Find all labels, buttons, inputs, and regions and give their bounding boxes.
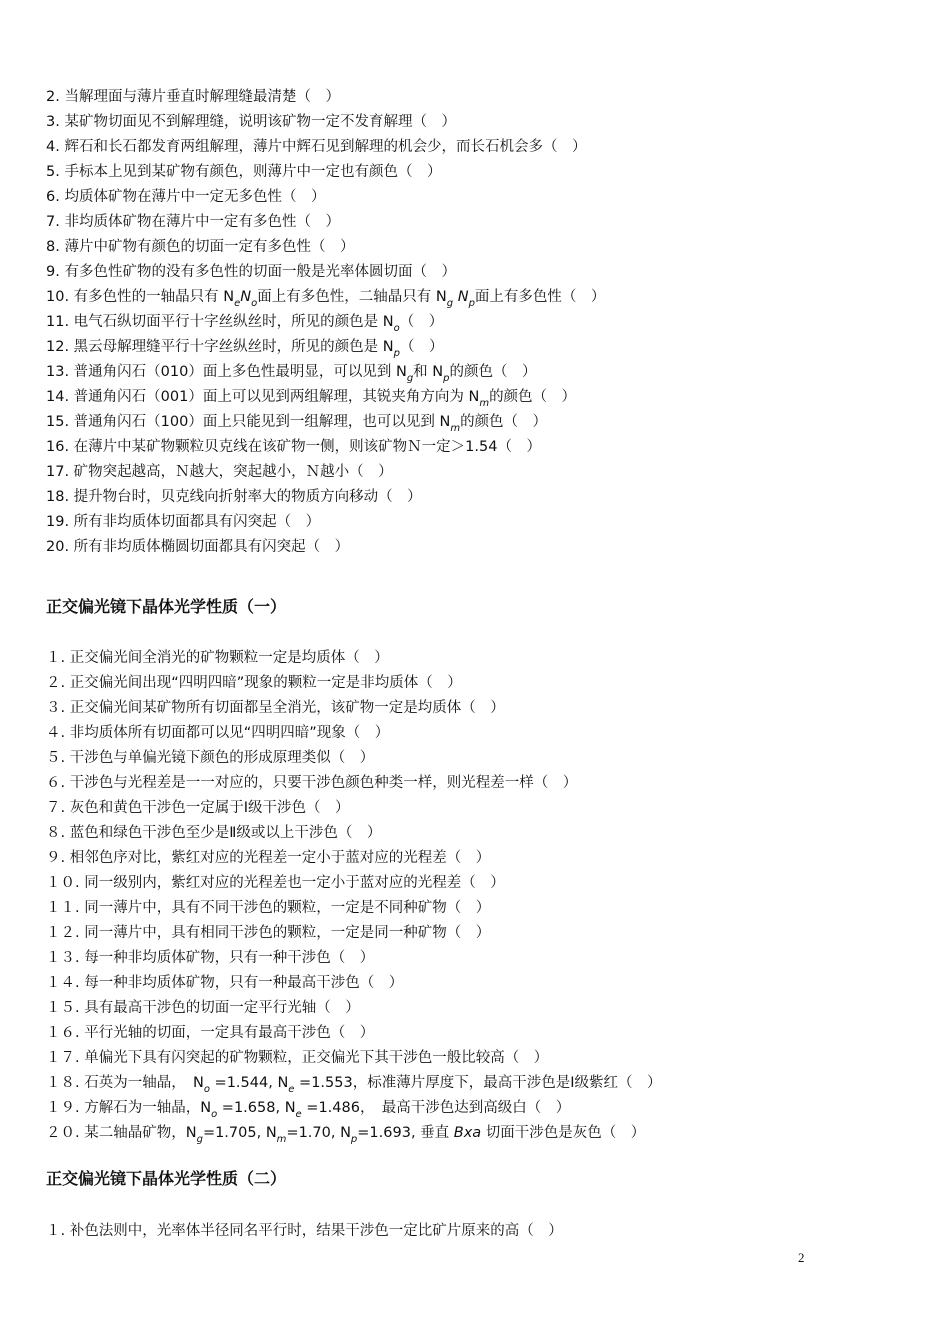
question-20: 20. 所有非均质体椭圆切面都具有闪突起（ ） [46,539,350,555]
question-10-text-a: 10. 有多色性的一轴晶只有 N [46,289,235,305]
s2-question-20-text-c: =1.70, N [286,1125,351,1141]
s2-question-20-text-b: =1.705, N [202,1125,277,1141]
question-17: 17. 矿物突起越高，Ｎ越大，突起越小，Ｎ越小（ ） [46,464,393,480]
question-12-text: 12. 黑云母解理缝平行十字丝纵丝时，所见的颜色是 N [46,339,394,355]
question-2: 2. 当解理面与薄片垂直时解理缝最清楚（ ） [46,89,340,105]
symbol-n: N [457,289,469,305]
bxa-symbol: Bxa [453,1125,482,1141]
s2-question-5: ５. 干涉色与单偏光镜下颜色的形成原理类似（ ） [46,750,375,766]
question-18: 18. 提升物台时，贝克线向折射率大的物质方向移动（ ） [46,489,422,505]
subscript-o: o [203,1084,210,1095]
question-13 [46,362,537,384]
s2-question-11: １１. 同一薄片中，具有不同干涉色的颗粒，一定是不同种矿物（ ） [46,900,491,916]
s2-question-18-text-b: =1.544, N [209,1075,289,1091]
s2-question-14: １４. 每一种非均质体矿物，只有一种最高干涉色（ ） [46,975,404,991]
page-number: 2 [798,1250,805,1265]
question-10-text-b: 面上有多色性，二轴晶只有 N [257,289,447,305]
subscript-o: o [211,1109,218,1120]
subscript-e: e [295,1109,302,1120]
question-12-bracket: （ ） [399,339,444,355]
question-10-text-c: 面上有多色性（ ） [474,289,606,305]
section-heading-2: 正交偏光镜下晶体光学性质（二） [46,1169,287,1188]
s2-question-2: ２. 正交偏光间出现“四明四暗”现象的颗粒一定是非均质体（ ） [46,675,462,691]
question-6: 6. 均质体矿物在薄片中一定无多色性（ ） [46,189,326,205]
s2-question-4: ４. 非均质体所有切面都可以见“四明四暗”现象（ ） [46,725,390,741]
question-13-text-a: 13. 普通角闪石（010）面上多色性最明显，可以见到 N [46,364,407,380]
subscript-o: o [251,298,258,309]
question-9: 9. 有多色性矿物的没有多色性的切面一般是光率体圆切面（ ） [46,264,456,280]
s2-question-20-text-e: 切面干涉色是灰色（ ） [481,1125,646,1141]
s2-question-19-text-b: =1.658, N [217,1100,296,1116]
s2-question-15: １５. 具有最高干涉色的切面一定平行光轴（ ） [46,1000,360,1016]
question-14-bracket: 的颜色（ ） [489,389,577,405]
question-11-bracket: （ ） [399,314,444,330]
s2-question-19-text-c: =1.486， 最高干涉色达到高级白（ ） [301,1100,571,1116]
s2-question-17: １７. 单偏光下具有闪突起的矿物颗粒，正交偏光下其干涉色一般比较高（ ） [46,1050,549,1066]
question-15-bracket: 的颜色（ ） [460,414,548,430]
s2-question-12: １２. 同一薄片中，具有相同干涉色的颗粒，一定是同一种矿物（ ） [46,925,491,941]
s2-question-19-text-a: １９. 方解石为一轴晶，N [46,1100,212,1116]
s2-question-20 [46,1123,645,1145]
s2-question-9: ９. 相邻色序对比，紫红对应的光程差一定小于蓝对应的光程差（ ） [46,850,491,866]
s2-question-1: １. 正交偏光间全消光的矿物颗粒一定是均质体（ ） [46,650,389,666]
s2-question-7: ７. 灰色和黄色干涉色一定属于Ⅰ级干涉色（ ） [46,800,350,816]
s2-question-18-text-a: １８. 石英为一轴晶， N [46,1075,204,1091]
s2-question-13: １３. 每一种非均质体矿物，只有一种干涉色（ ） [46,950,375,966]
subscript-g: g [406,373,414,384]
question-3: 3. 某矿物切面见不到解理缝，说明该矿物一定不发育解理（ ） [46,114,456,130]
question-13-text-b: 和 N [413,364,444,380]
subscript-m: m [450,423,461,434]
subscript-m: m [479,398,490,409]
subscript-p: p [468,298,475,309]
s2-question-6: ６. 干涉色与光程差是一一对应的，只要干涉色颜色种类一样，则光程差一样（ ） [46,775,578,791]
question-4: 4. 辉石和长石都发育两组解理，薄片中辉石见到解理的机会少，而长石机会多（ ） [46,139,587,155]
question-16: 16. 在薄片中某矿物颗粒贝克线在该矿物一侧，则该矿物Ｎ一定＞1.54（ ） [46,439,541,455]
question-8: 8. 薄片中矿物有颜色的切面一定有多色性（ ） [46,239,355,255]
question-19: 19. 所有非均质体切面都具有闪突起（ ） [46,514,321,530]
s2-question-20-text-a: ２０. 某二轴晶矿物，N [46,1125,197,1141]
subscript-p: p [443,373,450,384]
question-15-text: 15. 普通角闪石（100）面上只能见到一组解理，也可以见到 N [46,414,451,430]
question-10 [46,287,605,309]
s2-question-20-text-d: =1.693, 垂直 [357,1125,454,1141]
s2-question-8: ８. 蓝色和绿色干涉色至少是Ⅱ级或以上干涉色（ ） [46,825,382,841]
subscript-m: m [276,1134,287,1145]
question-7: 7. 非均质体矿物在薄片中一定有多色性（ ） [46,214,340,230]
subscript-e: e [288,1084,295,1095]
s2-question-16: １６. 平行光轴的切面，一定具有最高干涉色（ ） [46,1025,375,1041]
symbol-n: N [240,289,252,305]
s2-question-3: ３. 正交偏光间某矿物所有切面都呈全消光，该矿物一定是均质体（ ） [46,700,505,716]
s2-question-18 [46,1073,662,1095]
question-13-text-c: 的颜色（ ） [449,364,537,380]
question-11-text: 11. 电气石纵切面平行十字丝纵丝时，所见的颜色是 N [46,314,394,330]
question-15 [46,412,547,434]
subscript-p: p [393,348,400,359]
question-14 [46,387,576,409]
s2-question-18-text-c: =1.553，标准薄片厚度下，最高干涉色是Ⅰ级紫红（ ） [294,1075,662,1091]
question-5: 5. 手标本上见到某矿物有颜色，则薄片中一定也有颜色（ ） [46,164,442,180]
question-12 [46,337,443,359]
question-11 [46,312,443,334]
subscript-g: g [196,1134,203,1145]
subscript-g: g [446,298,454,309]
subscript-e: e [234,298,241,309]
section-heading-1: 正交偏光镜下晶体光学性质（一） [46,597,287,616]
subscript-p: p [350,1134,358,1145]
subscript-o: o [393,323,400,334]
question-14-text: 14. 普通角闪石（001）面上可以见到两组解理，其锐夹角方向为 N [46,389,480,405]
s3-question-1: １. 补色法则中，光率体半径同名平行时，结果干涉色一定比矿片原来的高（ ） [46,1223,563,1239]
s2-question-19 [46,1098,570,1120]
s2-question-10: １０. 同一级别内，紫红对应的光程差也一定小于蓝对应的光程差（ ） [46,875,505,891]
